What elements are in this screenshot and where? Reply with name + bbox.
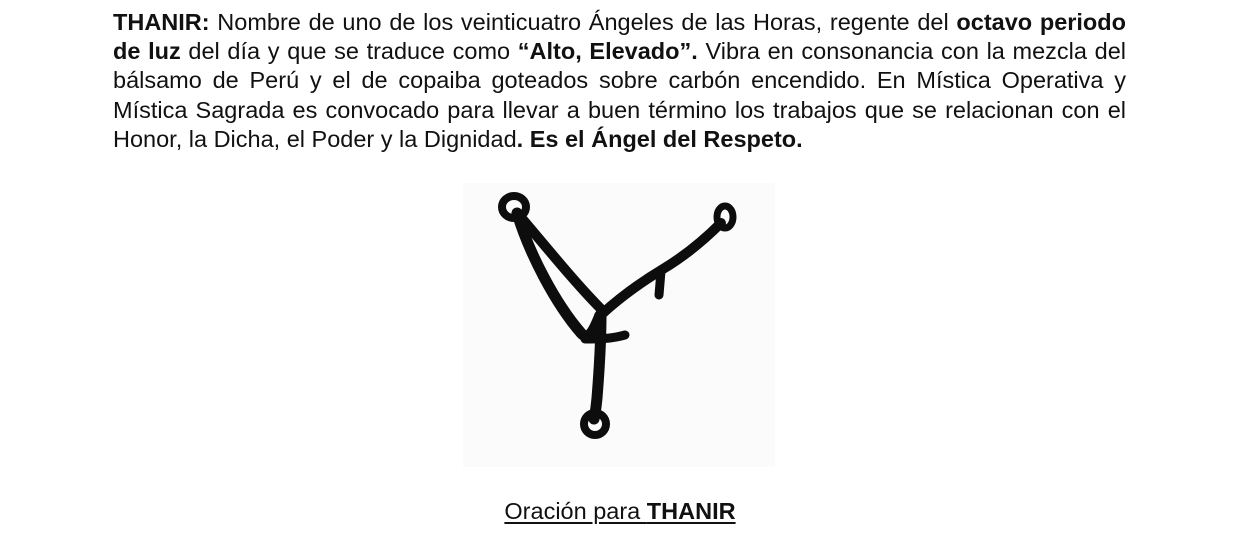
caption-prefix: Oración para bbox=[504, 498, 647, 524]
sigil-crossbar bbox=[585, 335, 625, 339]
description-bold-attribute: . Es el Ángel del Respeto. bbox=[516, 125, 803, 152]
angel-name-heading: THANIR: bbox=[113, 9, 210, 35]
sigil-top-left-loop bbox=[502, 196, 526, 218]
description-bold-period: octavo periodo de luz bbox=[113, 9, 1126, 65]
sigil-right-tick bbox=[659, 271, 661, 295]
prayer-caption bbox=[0, 496, 1240, 526]
caption-angel-name: THANIR bbox=[646, 498, 736, 524]
description-text-3: Vibra en consonancia con la mezcla del bálsamo de Perú y el de copaiba goteados sobre carbón encendido. En Mística Operativa y Mística Sagrada es convocado para llevar a buen término los trabajos que se relacionan con el Honor, la Dicha, el Poder y la Dignidad bbox=[113, 38, 1126, 152]
angel-description-paragraph bbox=[113, 8, 1126, 154]
description-text-2: del día y que se traduce como bbox=[180, 38, 518, 65]
prayer-caption-text bbox=[504, 498, 735, 524]
angel-sigil-image bbox=[463, 183, 775, 467]
description-text-1: Nombre de uno de los veinticuatro Ángeles de las Horas, regente del bbox=[209, 9, 957, 35]
sigil-top-right-loop bbox=[717, 206, 733, 228]
description-bold-meaning: “Alto, Elevado”. bbox=[517, 38, 698, 65]
sigil-drawing bbox=[463, 183, 775, 467]
